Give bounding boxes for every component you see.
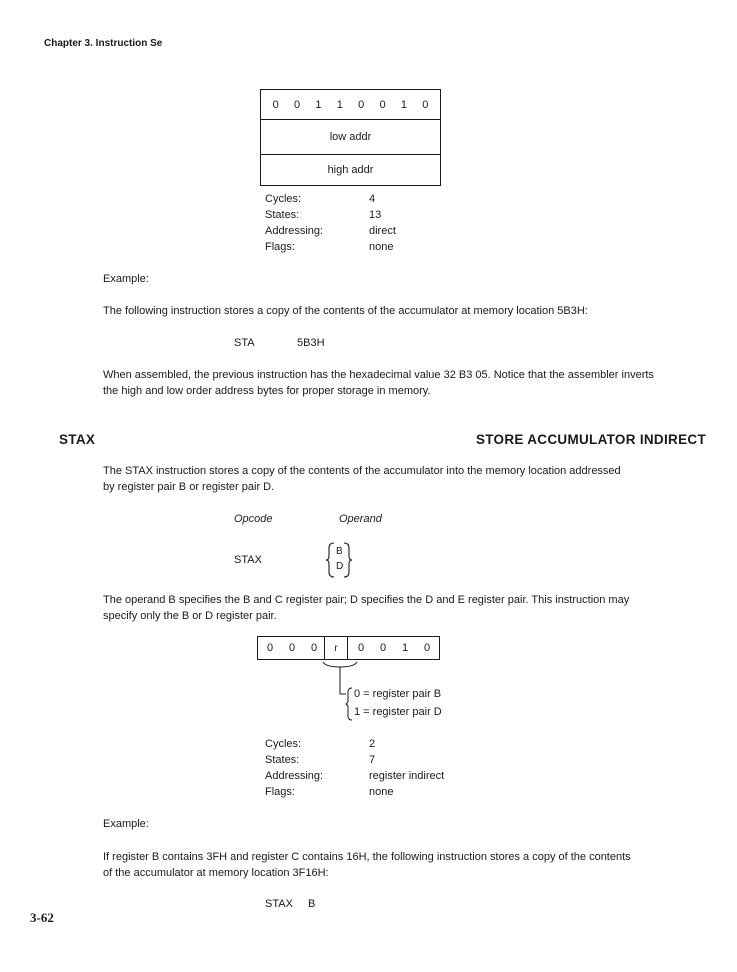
sta-note-line1: When assembled, the previous instruction has the hexadecimal value 32 B3 05. Notice that the assembler inverts [103, 369, 654, 381]
bit: 1 [401, 642, 409, 654]
sta-opcode-byte [260, 89, 441, 120]
sta-example-label: Example: [103, 273, 149, 285]
spec-value: direct [369, 225, 396, 237]
sta-code-operand: 5B3H [297, 337, 325, 349]
operand-note-line1: The operand B specifies the B and C register pair; D specifies the D and E register pair. This instruction may [103, 594, 630, 606]
operand-note-line2: specify only the B or D register pair. [103, 610, 277, 622]
operand-b: B [336, 546, 343, 557]
spec-label: Addressing: [265, 770, 324, 782]
high-addr-label: high addr [327, 164, 374, 176]
spec-value: register indirect [369, 770, 445, 782]
legend-pair-d: 1 = register pair D [354, 706, 442, 718]
stax-example-line2: of the accumulator at memory location 3F16H: [103, 867, 329, 879]
stax-example-line1: If register B contains 3FH and register C contains 16H, the following instruction stores a copy of the contents [103, 851, 631, 863]
operand-header: Operand [339, 513, 382, 525]
stax-heading: STAX [59, 432, 96, 447]
sta-spec-addressing [265, 225, 396, 237]
sta-high-addr-byte [260, 154, 441, 186]
sta-spec-cycles [265, 193, 375, 205]
chapter-header: Chapter 3. Instruction Se [44, 38, 163, 49]
bit: 0 [294, 98, 301, 111]
spec-label: Addressing: [265, 225, 324, 237]
operand-d: D [336, 561, 344, 572]
stax-desc-line1: The STAX instruction stores a copy of the contents of the accumulator into the memory location addressed [103, 465, 621, 477]
sta-spec-flags [265, 241, 393, 253]
spec-value: none [369, 786, 394, 798]
stax-desc-line2: by register pair B or register pair D. [103, 481, 275, 493]
stax-opcode-byte [257, 636, 440, 660]
bit: 1 [315, 98, 322, 111]
bit: 0 [266, 642, 274, 654]
bit: 0 [310, 642, 318, 654]
sta-code-mnemonic: STA [234, 337, 255, 349]
page-number: 3-62 [30, 910, 54, 925]
spec-value: 4 [369, 193, 376, 205]
spec-label: Flags: [265, 241, 295, 253]
opcode-header: Opcode [234, 513, 273, 525]
bit: 1 [336, 98, 343, 111]
spec-value: 13 [369, 209, 382, 221]
stax-mnemonic: STAX [234, 554, 262, 566]
spec-label: Cycles: [265, 738, 302, 750]
bit: 0 [379, 642, 387, 654]
stax-example-label: Example: [103, 818, 149, 830]
sta-note-line2: the high and low order address bytes for proper storage in memory. [103, 385, 431, 397]
bit: 1 [400, 98, 407, 111]
stax-spec-cycles [265, 738, 375, 750]
bit: 0 [288, 642, 296, 654]
sta-spec-states [265, 209, 381, 221]
bit: 0 [423, 642, 431, 654]
spec-value: 7 [369, 754, 376, 766]
spec-value: none [369, 241, 394, 253]
bit: 0 [358, 98, 365, 111]
spec-value: 2 [369, 738, 376, 750]
stax-title: STORE ACCUMULATOR INDIRECT [475, 432, 706, 447]
bit-r: r [334, 642, 338, 654]
bit: 0 [357, 642, 365, 654]
spec-label: States: [265, 209, 300, 221]
legend-pair-b: 0 = register pair B [354, 688, 442, 700]
spec-label: Flags: [265, 786, 295, 798]
sta-low-addr-byte [260, 119, 441, 155]
stax-code-operand: B [308, 898, 316, 910]
stax-spec-addressing [265, 770, 444, 782]
spec-label: States: [265, 754, 300, 766]
stax-spec-states [265, 754, 375, 766]
sta-example-text: The following instruction stores a copy of the contents of the accumulator at memory location 5B3H: [103, 305, 588, 317]
sta-opcode-bits [261, 90, 440, 119]
bit: 0 [422, 98, 429, 111]
bit: 0 [379, 98, 386, 111]
bit: 0 [272, 98, 279, 111]
low-addr-label: low addr [329, 131, 372, 143]
spec-label: Cycles: [265, 193, 302, 205]
stax-code-mnemonic: STAX [265, 898, 293, 910]
stax-spec-flags [265, 786, 393, 798]
